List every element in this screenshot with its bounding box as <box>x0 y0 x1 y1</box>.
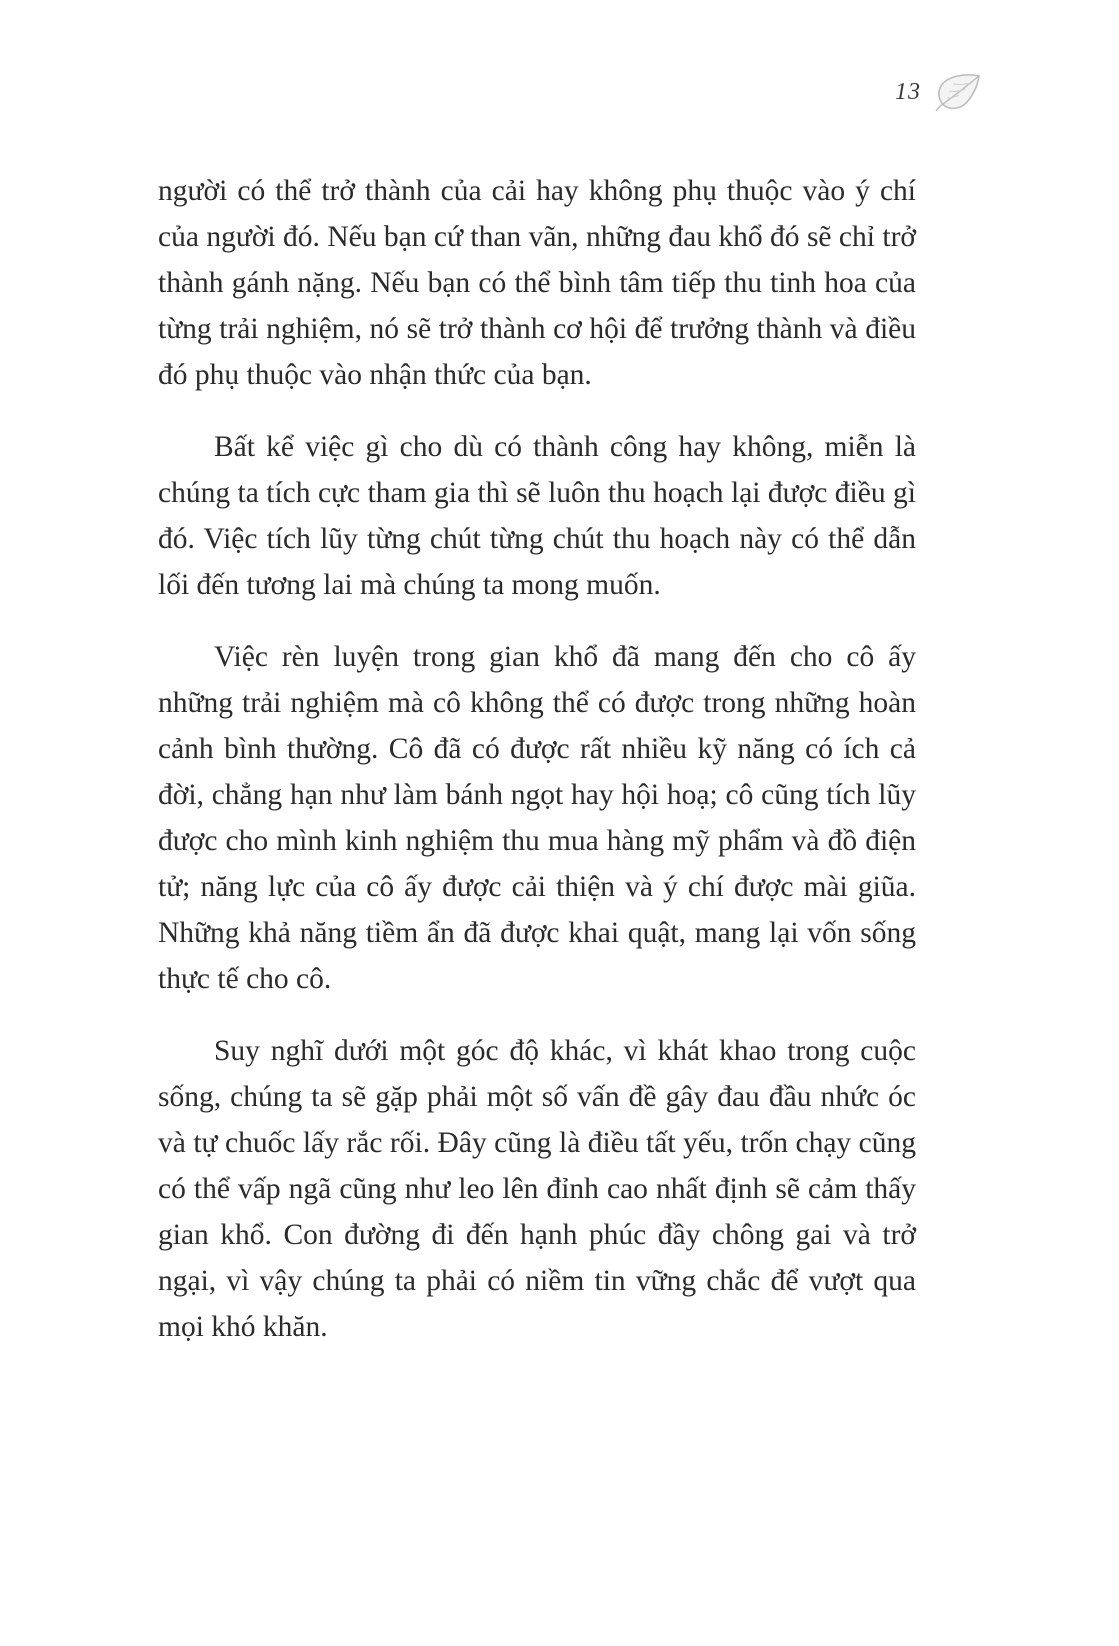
paragraph: Việc rèn luyện trong gian khổ đã mang đến cho cô ấy những trải nghiệm mà cô không thể có được trong những hoàn cảnh bình thường. Cô đã có được rất nhiều kỹ năng có ích cả đời, chẳng hạn như làm bánh ngọt hay hội hoạ; cô cũng tích lũy được cho mình kinh nghiệm thu mua hàng mỹ phẩm và đồ điện tử; năng lực của cô ấy được cải thiện và ý chí được mài giũa. Những khả năng tiềm ẩn đã được khai quật, mang lại vốn sống thực tế cho cô. <box>158 641 916 995</box>
page-header <box>895 72 981 112</box>
body-text <box>158 168 916 1376</box>
paragraph: Bất kể việc gì cho dù có thành công hay không, miễn là chúng ta tích cực tham gia thì sẽ luôn thu hoạch lại được điều gì đó. Việc tích lũy từng chút từng chút thu hoạch này có thể dẫn lối đến tương lai mà chúng ta mong muốn. <box>158 431 916 601</box>
paragraph: Suy nghĩ dưới một góc độ khác, vì khát khao trong cuộc sống, chúng ta sẽ gặp phải một số vấn đề gây đau đầu nhức óc và tự chuốc lấy rắc rối. Đây cũng là điều tất yếu, trốn chạy cũng có thể vấp ngã cũng như leo lên đỉnh cao nhất định sẽ cảm thấy gian khổ. Con đường đi đến hạnh phúc đầy chông gai và trở ngại, vì vậy chúng ta phải có niềm tin vững chắc để vượt qua mọi khó khăn. <box>158 1035 916 1343</box>
page-number: 13 <box>895 78 921 105</box>
leaf-icon <box>935 72 981 112</box>
paragraph: người có thể trở thành của cải hay không phụ thuộc vào ý chí của người đó. Nếu bạn cứ than vãn, những đau khổ đó sẽ chỉ trở thành gánh nặng. Nếu bạn có thể bình tâm tiếp thu tinh hoa của từng trải nghiệm, nó sẽ trở thành cơ hội để trưởng thành và điều đó phụ thuộc vào nhận thức của bạn. <box>158 175 916 391</box>
